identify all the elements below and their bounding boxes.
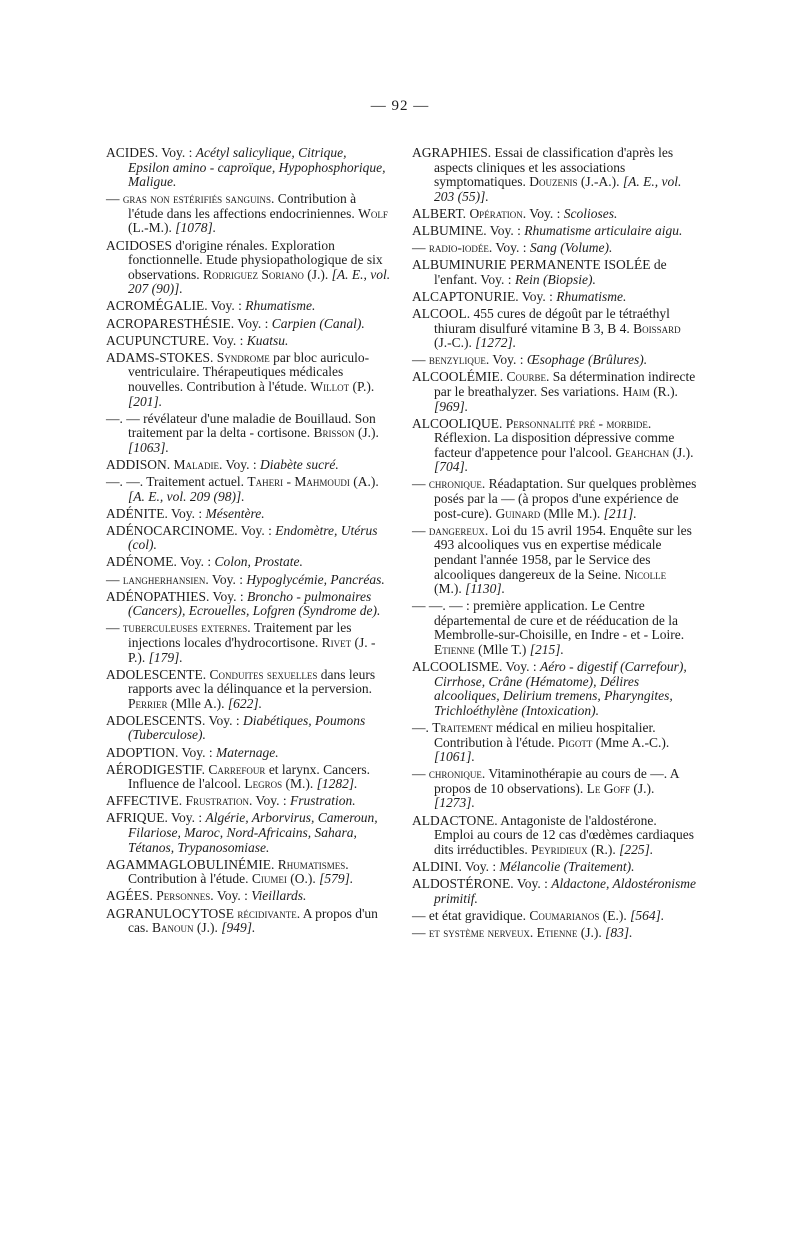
entry-segment: ADOPTION. Voy. : — [106, 744, 217, 760]
entry-segment: ALBERT. — [412, 205, 470, 221]
entry-segment: Carrefour — [208, 761, 266, 777]
entry-segment: Nicolle — [624, 566, 667, 582]
entry-segment: (J.). — [669, 444, 694, 460]
entry-segment: tuberculeuses externes. — [122, 620, 251, 636]
index-entry — [412, 207, 697, 222]
index-entry — [412, 767, 697, 811]
entry-segment: Maternage. — [216, 744, 279, 760]
entry-segment: (Mme A.-C.). — [592, 734, 670, 750]
entry-segment: (M.). — [282, 776, 317, 792]
entry-segment: — — [412, 766, 429, 782]
entry-segment: ACIDOSES d'origine rénales. Exploration fonctionnelle. Etude physiopathologique de six observations. — [106, 237, 383, 282]
entry-segment: (J.-C.). — [434, 335, 476, 351]
index-entry — [412, 224, 697, 239]
index-entry — [106, 299, 391, 314]
entry-segment: ACUPUNCTURE. Voy. : — [106, 332, 247, 348]
entry-segment: [215]. — [529, 642, 564, 657]
index-entry — [412, 353, 697, 368]
index-entry — [106, 351, 391, 409]
index-entry — [106, 573, 391, 588]
entry-segment: (Mlle T.) — [474, 642, 530, 657]
entry-segment: Rhumatisme. — [556, 288, 627, 304]
entry-segment: Endomètre, Utérus (col). — [128, 522, 378, 553]
index-entry — [106, 907, 391, 936]
entry-segment: [1078]. — [175, 220, 217, 236]
entry-segment: chronique. — [428, 766, 486, 782]
entry-segment: ALDINI. Voy. : — [412, 858, 500, 874]
index-entry — [412, 660, 697, 718]
entry-segment: (R.). — [587, 841, 620, 857]
entry-segment: médical en milieu hospitalier. Contribution à l'étude. — [434, 719, 656, 750]
entry-segment: (P.). — [349, 378, 375, 394]
entry-segment: (J.). — [577, 924, 606, 940]
entry-segment: récidivante. — [237, 905, 301, 921]
entry-segment: Etienne — [434, 642, 475, 657]
entry-segment: Opération. — [469, 205, 527, 221]
entry-segment: Œsophage (Brûlures). — [526, 352, 648, 368]
entry-segment: [1273]. — [434, 795, 475, 811]
index-entry — [106, 458, 391, 473]
entry-segment: [1063]. — [128, 439, 169, 455]
index-entry — [106, 590, 391, 619]
entry-segment: AÉRODIGESTIF. — [106, 761, 209, 777]
entry-segment: — — [412, 522, 429, 538]
entry-segment: (J.). — [630, 780, 655, 796]
entry-segment: (Mlle A.). — [167, 695, 228, 711]
entry-segment: —. —. Traitement actuel. — [106, 473, 248, 489]
entry-segment: ALDOSTÉRONE. Voy. : — [412, 875, 552, 891]
index-entry — [412, 258, 697, 287]
index-entry — [106, 317, 391, 332]
entry-segment: Aldactone, Aldostéronisme primitif. — [434, 875, 696, 906]
index-entry — [106, 621, 391, 665]
entry-segment: — — [106, 620, 123, 636]
entry-segment: Perrier — [128, 695, 168, 711]
entry-segment: — —. — : première application. Le Centre départemental de cure et de rééducation de la Membrolle-sur-Choisille, en Indre - et - Loire. — [412, 598, 685, 643]
index-entry — [106, 668, 391, 712]
entry-segment: Contribution à l'étude dans les affections endocriniennes. — [128, 191, 359, 221]
entry-segment: Etienne — [536, 924, 578, 940]
index-entry — [412, 307, 697, 351]
entry-segment: langherhansien. — [122, 571, 209, 587]
entry-segment: ADDISON. — [106, 456, 174, 472]
entry-segment: Geahchan — [615, 444, 670, 460]
entry-segment: (E.). — [599, 907, 631, 923]
entry-segment: ADOLESCENTE. — [106, 666, 210, 682]
entry-segment: (A.). — [349, 473, 379, 489]
entry-segment: Voy. : — [252, 793, 291, 809]
index-entry — [412, 241, 697, 256]
entry-segment: benzylique. — [428, 352, 490, 368]
entry-segment: ADAMS-STOKES. — [106, 349, 217, 365]
entry-segment: ACROPARESTHÉSIE. Voy. : — [106, 315, 272, 331]
entry-segment: — — [412, 240, 429, 256]
entry-segment: Scolioses. — [563, 205, 618, 221]
index-entry — [106, 763, 391, 792]
index-entry — [412, 860, 697, 875]
entry-segment: Maladie. — [173, 456, 223, 472]
entry-segment: [969]. — [434, 398, 469, 414]
index-entry — [106, 412, 391, 456]
entry-segment: Taheri - Mahmoudi — [247, 473, 350, 489]
entry-segment: Douzenis — [529, 174, 578, 190]
entry-segment: Banoun — [152, 920, 194, 936]
entry-segment: (J.). — [303, 266, 332, 282]
entry-segment: ADOLESCENTS. Voy. : — [106, 712, 244, 728]
entry-segment: — — [412, 352, 429, 368]
entry-segment: Rein (Biopsie). — [514, 271, 596, 287]
entry-segment: Brisson — [313, 425, 355, 441]
entry-segment: [564]. — [630, 907, 665, 923]
entry-segment: AGAMMAGLOBULINÉMIE. — [106, 856, 278, 872]
entry-segment: (J.-A.). — [577, 174, 623, 190]
entry-segment: [1130]. — [465, 581, 506, 597]
entry-segment: et larynx. Cancers. Influence de l'alcool. — [128, 761, 371, 792]
entry-segment: Loi du 15 avril 1954. Enquête sur les 493 alcooliques vus en expertise médicale pendant l'année 1958, par le Service des alcooliques dangereux de la Seine. — [434, 522, 692, 582]
entry-segment: Vitaminothérapie au cours de —. A propos de 10 observations). — [434, 766, 679, 796]
entry-segment: Réadaptation. Sur quelques problèmes posés par la — (à propos d'une expérience de post-cure). — [434, 476, 697, 521]
entry-segment: (J.). — [193, 920, 222, 936]
index-entry — [412, 599, 697, 657]
entry-segment: AFRIQUE. Voy. : — [106, 810, 206, 826]
index-entry — [412, 417, 697, 475]
index-entry — [106, 889, 391, 904]
entry-segment: (L.-M.). — [128, 220, 176, 236]
index-entry — [412, 524, 697, 597]
entry-segment: (Mlle M.). — [540, 505, 604, 521]
entry-segment: dans leurs rapports avec la délinquance et la perversion. — [128, 666, 376, 697]
entry-segment: ALCOOLÉMIE. — [412, 369, 507, 385]
index-entry — [412, 909, 697, 924]
index-entry — [106, 239, 391, 297]
entry-segment: (O.). — [286, 871, 320, 887]
entry-segment: par bloc auriculo-ventriculaire. Thérapeutiques médicales nouvelles. Contribution à l'étude. — [128, 349, 370, 394]
index-column-right — [412, 146, 697, 943]
entry-segment: [622]. — [227, 695, 263, 711]
entry-segment: [83]. — [605, 924, 633, 940]
entry-segment: Syndrome — [216, 349, 270, 365]
entry-segment: Voy. : — [492, 240, 530, 256]
entry-segment: Voy. : — [526, 205, 564, 221]
entry-segment: [949]. — [221, 920, 256, 936]
entry-segment: Aéro - digestif (Carrefour), Cirrhose, Crâne (Hématome), Délires alcooliques, Delirium tremens, Pharyngites, Trichloéthylène (Intoxication). — [434, 659, 687, 718]
entry-segment: Boissard — [633, 320, 681, 336]
index-entry — [412, 877, 697, 906]
entry-segment: Voy. : — [213, 888, 252, 904]
entry-segment: —. — révélateur d'une maladie de Bouillaud. Son traitement par la delta - cortisone. — [106, 410, 376, 441]
entry-segment: A propos d'un cas. — [128, 905, 378, 936]
entry-segment: Contribution à l'étude. — [128, 871, 252, 887]
index-entry — [106, 507, 391, 522]
entry-segment: Kuatsu. — [246, 332, 289, 348]
entry-segment: [A. E., vol. 203 (55)]. — [434, 174, 682, 204]
index-entry — [412, 477, 697, 521]
entry-segment: ALDACTONE. Antagoniste de l'aldostérone. Emploi au cours de 12 cas d'œdèmes cardiaques dits irréductibles. — [412, 812, 694, 857]
entry-segment: — — [106, 571, 123, 587]
entry-segment: Vieillards. — [251, 888, 307, 904]
entry-segment: (R.). — [649, 383, 678, 399]
entry-segment: Conduites sexuelles — [209, 666, 318, 682]
index-entry — [412, 926, 697, 941]
index-entry — [412, 290, 697, 305]
entry-segment: [1061]. — [434, 749, 475, 765]
index-entry — [412, 721, 697, 765]
entry-segment: Rodriguez Soriano — [203, 266, 304, 282]
entry-segment: Colon, Prostate. — [214, 554, 303, 570]
entry-segment: [704]. — [434, 459, 469, 475]
entry-segment: (M.). — [434, 581, 466, 597]
entry-segment: Traitement — [432, 719, 493, 735]
entry-segment: ACIDES. Voy. : — [106, 145, 196, 160]
entry-segment: Rhumatisme. — [245, 298, 316, 314]
entry-segment: Haim — [622, 383, 650, 399]
index-entry — [106, 146, 391, 190]
index-entry — [412, 370, 697, 414]
entry-segment: [179]. — [148, 649, 183, 665]
entry-segment: [1282]. — [316, 776, 358, 792]
entry-segment: Personnalité pré - morbide. — [505, 415, 652, 431]
index-entry — [106, 555, 391, 570]
entry-segment: ALCAPTONURIE. Voy. : — [412, 288, 557, 304]
entry-segment: ADÉNITE. Voy. : — [106, 505, 206, 521]
index-entry — [106, 746, 391, 761]
entry-segment: et système nerveux. — [428, 924, 534, 940]
entry-segment: [201]. — [128, 393, 163, 409]
entry-segment: Personnes. — [156, 888, 214, 904]
index-entry — [106, 334, 391, 349]
entry-segment: radio-iodée. — [428, 240, 493, 256]
entry-segment: Coumarianos — [529, 907, 600, 923]
entry-segment: Sa détermination indirecte par le breathalyzer. Ses variations. — [434, 369, 696, 399]
entry-segment: ALBUMINE. Voy. : — [412, 222, 525, 238]
index-entry — [106, 714, 391, 743]
index-column-left — [106, 146, 391, 938]
entry-segment: — — [106, 191, 123, 207]
entry-segment: dangereux. — [428, 522, 489, 538]
entry-segment: Voy. : — [489, 352, 527, 368]
entry-segment: Rhumatisme articulaire aigu. — [524, 222, 683, 238]
entry-segment: (J. - P.). — [128, 634, 376, 665]
entry-segment: Acétyl salicylique, Citrique, Epsilon amino - caproïque, Hypophosphorique, Maligue. — [128, 145, 386, 190]
entry-segment: Guinard — [495, 505, 541, 521]
entry-segment: AGRAPHIES. Essai de classification d'après les aspects cliniques et les associations symptomatiques. — [412, 145, 674, 190]
index-entry — [106, 811, 391, 855]
entry-segment: AGRANULOCYTOSE — [106, 905, 238, 921]
index-entry — [106, 794, 391, 809]
entry-segment: ALBUMINURIE PERMANENTE ISOLÉE de l'enfant. Voy. : — [412, 257, 667, 287]
entry-segment: Wolf — [358, 205, 388, 221]
entry-segment: Carpien (Canal). — [271, 315, 365, 331]
entry-segment: Peyridieux — [531, 841, 588, 857]
entry-segment: — — [412, 476, 429, 492]
index-entry — [106, 475, 391, 504]
entry-segment: Algérie, Arborvirus, Cameroun, Filariose, Maroc, Nord-Africains, Sahara, Tétanos, Trypanosomiase. — [128, 810, 378, 855]
entry-segment: Hypoglycémie, Pancréas. — [246, 571, 385, 587]
entry-segment: [211]. — [603, 505, 637, 521]
entry-segment: [225]. — [619, 841, 654, 857]
page-number: — 92 — — [370, 98, 430, 114]
entry-segment: Le Goff — [586, 780, 630, 796]
entry-segment: [579]. — [319, 871, 354, 887]
entry-segment: Sang (Volume). — [529, 240, 613, 256]
entry-segment: Traitement par les injections locales d'hydrocortisone. — [128, 620, 352, 650]
entry-segment: Voy. : — [222, 456, 261, 472]
entry-segment: AFFECTIVE. — [106, 793, 186, 809]
entry-segment: Broncho - pulmonaires (Cancers), Ecrouelles, Lofgren (Syndrome de). — [128, 588, 381, 619]
entry-segment: Rivet — [321, 634, 352, 650]
entry-segment: ADÉNOCARCINOME. Voy. : — [106, 522, 276, 538]
entry-segment: (J.). — [354, 425, 379, 441]
entry-segment: Pigott — [557, 734, 593, 750]
index-entry — [412, 146, 697, 204]
entry-segment: Legros — [244, 776, 283, 792]
entry-segment: Diabétiques, Poumons (Tuberculose). — [128, 712, 366, 743]
entry-segment: Mélancolie (Traitement). — [499, 858, 635, 874]
entry-segment: chronique. — [428, 476, 486, 492]
entry-segment: Frustration. — [290, 793, 356, 809]
entry-segment: [A. E., vol. 209 (98)]. — [128, 488, 245, 504]
index-entry — [106, 858, 391, 887]
entry-segment: Ciumei — [251, 871, 287, 887]
entry-segment: [A. E., vol. 207 (90)]. — [128, 266, 391, 297]
entry-segment: [1272]. — [475, 335, 517, 351]
entry-segment: AGÉES. — [106, 888, 157, 904]
entry-segment: Diabète sucré. — [260, 456, 339, 472]
entry-segment: Rhumatismes. — [277, 856, 349, 872]
index-entry — [412, 814, 697, 858]
entry-segment: — — [412, 924, 429, 940]
entry-segment: ALCOOLIQUE. — [412, 415, 506, 431]
index-entry — [106, 192, 391, 236]
entry-segment: Courbe. — [506, 369, 550, 385]
entry-segment: ALCOOL. 455 cures de dégoût par le tétraéthyl thiuram disulfuré vitamine B 3, B 4. — [412, 305, 670, 336]
entry-segment: ADÉNOME. Voy. : — [106, 554, 215, 570]
entry-segment: — et état gravidique. — [412, 907, 530, 923]
entry-segment: Frustration. — [185, 793, 253, 809]
entry-segment: ADÉNOPATHIES. Voy. : — [106, 588, 248, 604]
entry-segment: Voy. : — [208, 571, 247, 587]
entry-segment: gras non estérifiés sanguins. — [122, 191, 275, 207]
entry-segment: ACROMÉGALIE. Voy. : — [106, 298, 246, 314]
entry-segment: Réflexion. La disposition dépressive comme facteur d'appetence pour l'alcool. — [434, 430, 675, 460]
entry-segment: Mésentère. — [205, 505, 265, 521]
index-entry — [106, 524, 391, 553]
entry-segment: Willot — [310, 378, 350, 394]
entry-segment: ALCOOLISME. Voy. : — [412, 659, 541, 675]
entry-segment: —. — [412, 719, 433, 735]
